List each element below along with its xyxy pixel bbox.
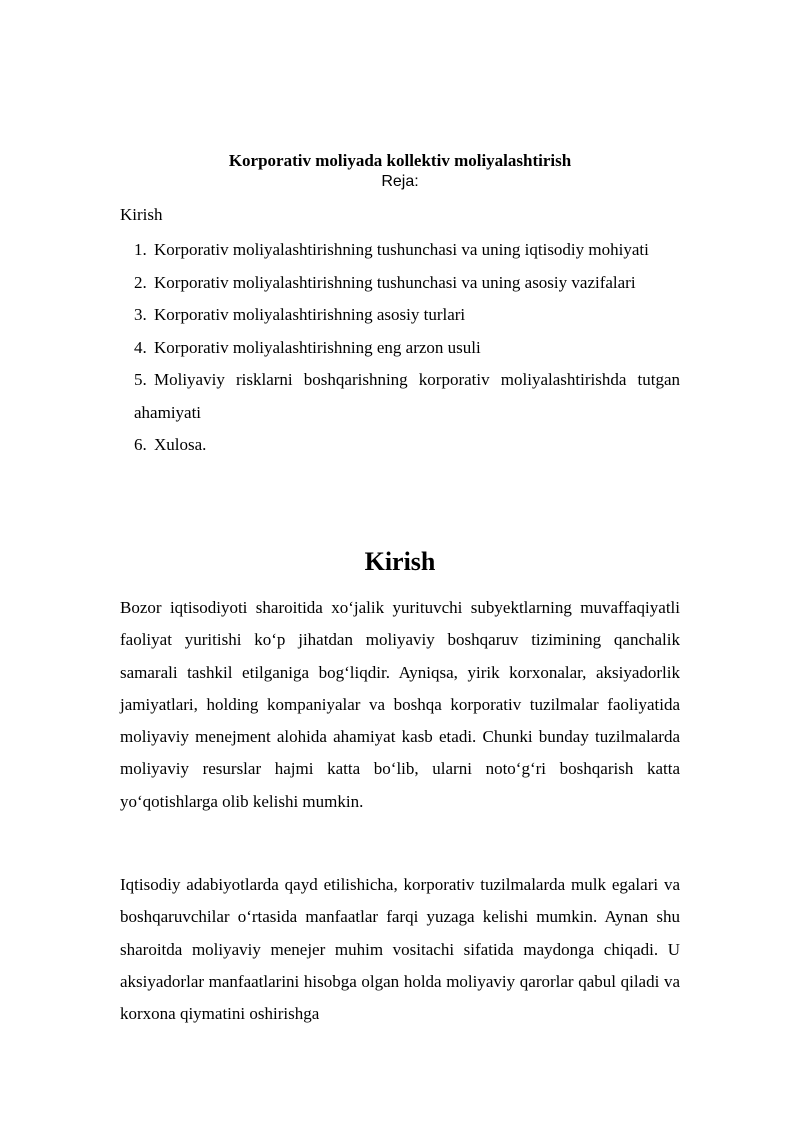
plan-item-number: 2. (134, 272, 147, 292)
plan-item (134, 234, 680, 267)
plan-item-text: Korporativ moliyalashtirishning tushunchasi va uning asosiy vazifalari (154, 272, 636, 292)
plan-item-text: Moliyaviy risklarni boshqarishning korporativ moliyalashtirishda tutgan ahamiyati (134, 370, 680, 422)
plan-item-text: Korporativ moliyalashtirishning asosiy turlari (154, 305, 466, 324)
plan-item (134, 267, 680, 300)
body-paragraph: Iqtisodiy adabiyotlarda qayd etilishicha, korporativ tuzilmalarda mulk egalari va boshqaruvchilar o‘rtasida manfaatlar farqi yuzaga kelishi mumkin. Aynan shu sharoitda moliyaviy menejer muhim vositachi sifatida maydonga chiqadi. U aksiyadorlar manfaatlarini hisobga olgan holda moliyaviy qarorlar qabul qiladi va korxona qiymatini oshirishga (120, 875, 680, 1024)
body-paragraph: Bozor iqtisodiyoti sharoitida xo‘jalik yurituvchi subyektlarning muvaffaqiyatli faoliyat yuritishi ko‘p jihatdan moliyaviy boshqaruv tizimining qanchalik samarali tashkil etilganiga bog‘liqdir. Ayniqsa, yirik korxonalar, aksiyadorlik jamiyatlari, holding kompaniyalar va boshqa korporativ tuzilmalar faoliyatida moliyaviy menejment alohida ahamiyat kasb etadi. Chunki bunday tuzilmalarda moliyaviy resurslar hajmi katta bo‘lib, ularni noto‘g‘ri boshqarish katta yo‘qotishlarga olib kelishi mumkin. (120, 598, 680, 811)
plan-item-text: Korporativ moliyalashtirishning eng arzon usuli (154, 337, 481, 357)
plan-intro-item: Kirish (120, 205, 163, 224)
plan-item (134, 429, 680, 462)
plan-item-text: Xulosa. (154, 435, 207, 454)
plan-item-number: 3. (134, 305, 147, 324)
plan-item (134, 299, 680, 332)
plan-item (134, 332, 680, 365)
document-title: Korporativ moliyada kollektiv moliyalashtirish (228, 151, 572, 170)
plan-item (134, 364, 680, 429)
section-heading: Kirish (364, 547, 436, 576)
plan-item-number: 6. (134, 435, 147, 454)
plan-item-number: 1. (134, 240, 147, 259)
plan-list (134, 234, 680, 462)
plan-item-number: 4. (134, 337, 147, 357)
plan-item-text: Korporativ moliyalashtirishning tushunchasi va uning iqtisodiy mohiyati (154, 240, 649, 259)
plan-label: Reja: (381, 173, 419, 190)
plan-item-number: 5. (134, 370, 147, 389)
